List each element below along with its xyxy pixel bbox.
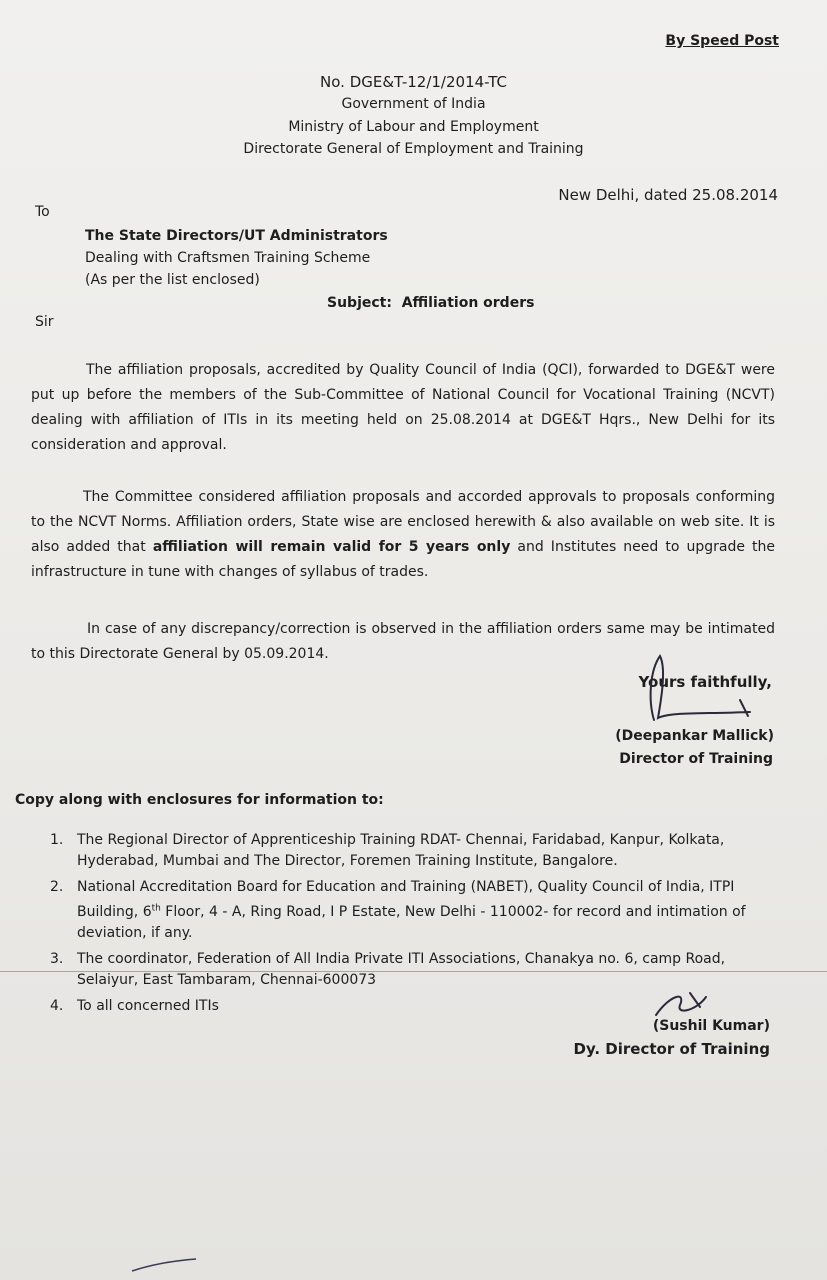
file-number: No. DGE&T-12/1/2014-TC: [320, 73, 507, 91]
paragraph-2-part-a: The Committee considered affiliation proposals and accorded approvals to proposals conforming to the NCVT Norms. Affiliation orders, State wise are enclosed herewith & also available on web site. It is also added that: [31, 489, 775, 555]
subject-line: [327, 294, 534, 312]
paragraph-1: [31, 358, 775, 458]
list-text: The Regional Director of Apprenticeship Training RDAT- Chennai, Faridabad, Kanpur, Kolkata, Hyderabad, Mumbai and The Director, Foremen Training Institute, Bangalore.: [77, 832, 725, 869]
subject-text: Affiliation orders: [401, 295, 535, 311]
dispatch-mode: By Speed Post: [665, 33, 779, 49]
signature-director: [640, 650, 760, 730]
government-name: Government of India: [341, 96, 486, 112]
director-name: (Deepankar Mallick): [615, 728, 774, 744]
ministry-name: Ministry of Labour and Employment: [288, 119, 539, 135]
paragraph-1-text: The affiliation proposals, accredited by Quality Council of India (QCI), forwarded to DGE&T were put up before the members of the Sub-Committee of National Council for Vocational Training (NCVT) dealing with affiliation of ITIs in its meeting held on 25.08.2014 at DGE&T Hqrs., New Delhi for its consideration and approval.: [31, 362, 775, 453]
list-text: The coordinator, Federation of All India Private ITI Associations, Chanakya no. 6, camp Road, Selaiyur, East Tambaram, Chennai-600073: [77, 950, 726, 988]
addressee-line-1: The State Directors/UT Administrators: [85, 228, 388, 244]
addressee-to: To: [35, 204, 50, 220]
list-number: 2.: [50, 879, 64, 895]
list-number: 4.: [50, 997, 64, 1014]
pen-stroke-mark: [130, 1255, 200, 1275]
list-text-part-a: National Accreditation Board for Education and Training (NABET), Quality Council of India, ITPI Building, 6: [77, 879, 735, 920]
directorate-name: Directorate General of Employment and Training: [243, 141, 584, 157]
scan-fold-line: [0, 971, 827, 972]
list-number: 3.: [50, 950, 64, 967]
bleed-through-mark: ​: [589, 112, 591, 142]
salutation: Sir: [35, 314, 54, 330]
paragraph-3-text: In case of any discrepancy/correction is observed in the affiliation orders same may be intimated to this Directorate General by 05.09.2014.: [31, 621, 775, 662]
ordinal-suffix: th: [151, 903, 161, 913]
addressee-line-2: Dealing with Craftsmen Training Scheme: [85, 250, 371, 266]
paragraph-2: [31, 485, 775, 585]
copy-heading: Copy along with enclosures for information to:: [15, 792, 384, 808]
paragraph-2-part-b: and Institutes need to upgrade the infrastructure in tune with changes of syllabus of trades.: [31, 539, 776, 580]
list-text: [77, 879, 746, 941]
validity-highlight: affiliation will remain valid for 5 years only: [152, 539, 511, 555]
list-item: [50, 830, 775, 872]
director-designation: Director of Training: [619, 751, 773, 767]
place-and-date: New Delhi, dated 25.08.2014: [558, 186, 778, 204]
list-text: To all concerned ITIs: [77, 997, 219, 1014]
addressee-line-3: (As per the list enclosed): [85, 272, 260, 288]
list-item: [50, 877, 775, 944]
dy-director-designation: Dy. Director of Training: [573, 1040, 770, 1058]
list-text-part-b: Floor, 4 - A, Ring Road, I P Estate, New Delhi - 110002- for record and intimation of deviation, if any.: [77, 903, 746, 941]
closing-phrase: Yours faithfully,: [638, 673, 772, 691]
subject-label: Subject:: [327, 295, 392, 311]
list-number: 1.: [50, 832, 64, 848]
dy-director-name: (Sushil Kumar): [652, 1018, 770, 1034]
paragraph-2-text: [31, 485, 775, 585]
